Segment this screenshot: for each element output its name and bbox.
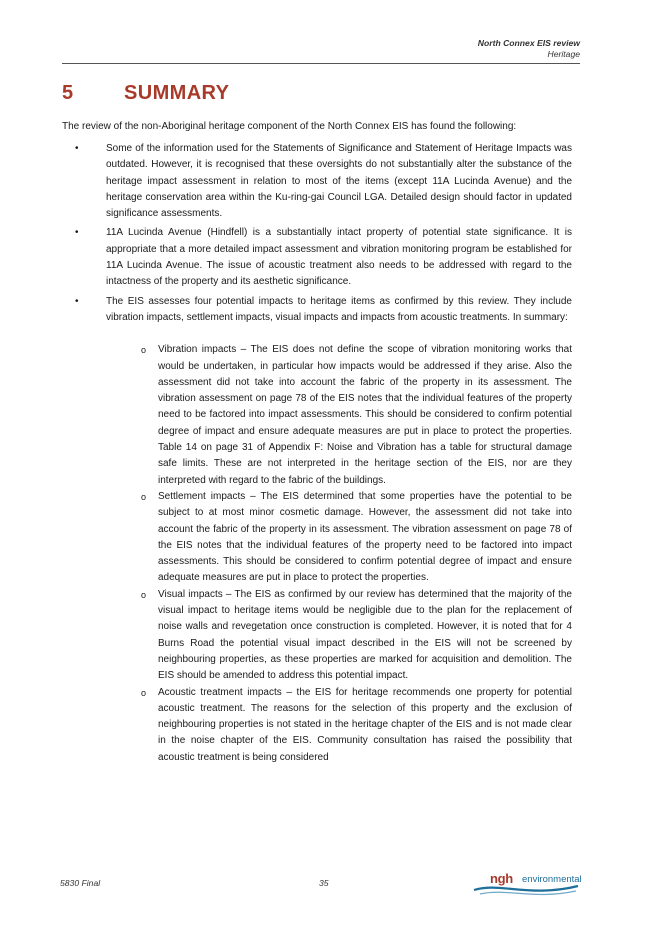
bullet-text: Some of the information used for the Statements of Significance and Statement of Heritage Impacts was outdated. However, it is recognised that these oversights do not substantially alter the substance of the heritage impact assessment in relation to most of the items (except 11A Lucinda Avenue) and the heritage conservation area within the Ku-ring-gai Council LGA. Detailed design should factor in updated significance assessments.	[106, 143, 572, 220]
section-number: 5	[62, 82, 74, 104]
bullet-item	[62, 294, 572, 327]
summary-bullet-list	[62, 141, 572, 326]
intro-paragraph: The review of the non-Aboriginal heritage component of the North Connex EIS has found the following:	[62, 121, 517, 132]
bullet-icon: •	[75, 143, 79, 154]
bullet-item	[62, 225, 572, 290]
bullet-text: 11A Lucinda Avenue (Hindfell) is a substantially intact property of potential state significance. It is appropriate that a more detailed impact assessment and vibration monitoring program be established for 11A Lucinda Avenue. The issue of acoustic treatment also needs to be addressed with regard to the intactness of the property and its aesthetic significance.	[106, 227, 572, 288]
circle-bullet-icon: o	[141, 687, 147, 698]
logo-brand: ngh	[490, 871, 513, 886]
sub-bullet-text: Settlement impacts – The EIS determined that some properties have the potential to be subject to at most minor cosmetic damage. However, the assessment did not take into account the fabric of the property in its assessment. The vibration assessment on page 78 of the EIS notes that the individual features of the property need to be factored into impact assessments. This should be considered to confirm potential degree of impact and ensure adequate measures are put in place to protect the properties.	[158, 490, 572, 584]
section-heading	[62, 82, 229, 105]
logo-suffix: environmental	[522, 874, 582, 885]
header-section-name: Heritage	[547, 49, 580, 59]
header-document-title: North Connex EIS review	[477, 38, 580, 48]
footer-document-ref: 5830 Final	[60, 878, 101, 888]
header-divider	[62, 63, 580, 64]
impact-sub-list	[62, 342, 572, 766]
bullet-text: The EIS assesses four potential impacts to heritage items as confirmed by this review. They include vibration impacts, settlement impacts, visual impacts and impacts from acoustic treatments. In summary:	[106, 295, 572, 323]
company-logo	[470, 864, 582, 900]
sub-bullet-text: Vibration impacts – The EIS does not define the scope of vibration monitoring works that would be undertaken, in particular how impacts would be addressed if they arise. Also the assessment did not take into account the fabric of the property in its assessment. The vibration assessment on page 78 of the EIS notes that the individual features of the property need to be factored into impact assessments. This should be considered to confirm potential degree of impact and ensure adequate measures are put in place to protect the properties. Table 14 on page 31 of Appendix F: Noise and Vibration has a table for structural damage safe limits. These are not interpreted in the heritage section of the EIS, nor are they interpreted with regard to the fabric of the buildings.	[158, 344, 572, 486]
section-title: SUMMARY	[124, 82, 230, 104]
bullet-icon: •	[75, 295, 79, 307]
running-header	[478, 38, 580, 60]
sub-bullet-text: Visual impacts – The EIS as confirmed by our review has determined that the majority of the visual impact to heritage items would be negligible due to the plan for the replacement of noise walls and revegetation once construction is completed. However, it is noted that for 4 Burns Road the potential visual impact described in the EIS will not be screened by neighbouring properties, as these properties are marked for acquisition and demolition. The EIS should be amended to address this potential impact.	[158, 588, 572, 682]
page-number: 35	[319, 878, 329, 888]
circle-bullet-icon: o	[141, 491, 147, 502]
summary-content	[62, 141, 572, 766]
circle-bullet-icon: o	[141, 345, 147, 356]
sub-bullet-item-vibration	[62, 342, 572, 489]
sub-bullet-item-settlement	[62, 489, 572, 587]
sub-bullet-text: Acoustic treatment impacts – the EIS for heritage recommends one property for potential acoustic treatment. The reasons for the selection of this property and the exclusion of neighbouring properties is not stated in the heritage chapter of the EIS and is not made clear in the noise chapter of the EIS. Community consultation has raised the possibility that acoustic treatment is being considered	[158, 686, 572, 763]
bullet-icon: •	[75, 227, 79, 239]
sub-bullet-item-visual	[62, 587, 572, 685]
bullet-item	[62, 141, 572, 222]
sub-bullet-item-acoustic	[62, 685, 572, 766]
circle-bullet-icon: o	[141, 589, 147, 600]
